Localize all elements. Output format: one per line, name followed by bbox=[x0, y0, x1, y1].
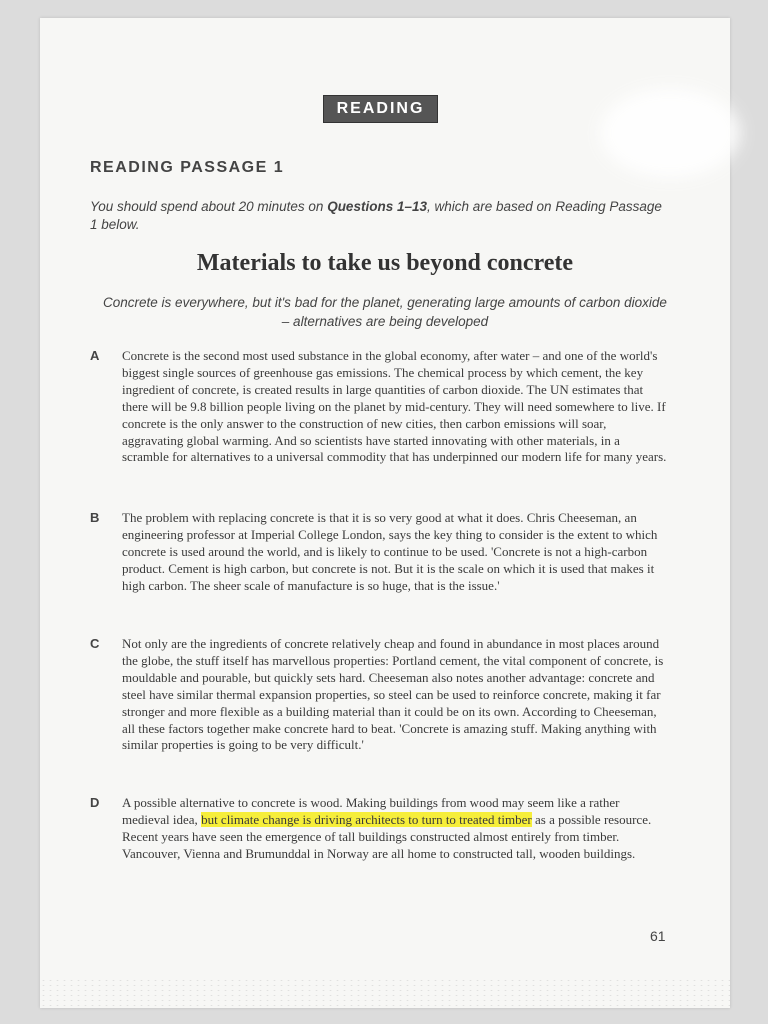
paragraph-letter: C bbox=[90, 636, 100, 651]
paragraph-d bbox=[90, 795, 670, 863]
instructions-suffix: , which are based on Reading Passage 1 below. bbox=[90, 199, 662, 232]
paragraph-text-before: A possible alternative to concrete is wood. Making buildings from wood may seem like a rather medieval idea, bbox=[122, 795, 620, 827]
page-number: 61 bbox=[650, 928, 666, 944]
document-page bbox=[40, 18, 730, 1008]
instructions-prefix: You should spend about 20 minutes on bbox=[90, 199, 328, 214]
paragraph-letter: D bbox=[90, 795, 100, 810]
paragraph-text: Concrete is the second most used substance in the global economy, after water – and one of the world's biggest single sources of greenhouse gas emissions. The chemical process by which cement, the key ingredient of concrete, is created results in large quantities of carbon dioxide. The UN estimates that there will be 9.8 billion people living on the planet by mid-century. They will need somewhere to live. If concrete is the only answer to the construction of new cities, then carbon emissions will soar, aggravating global warming. And so scientists have started innovating with other materials, in a scramble for alternatives to a universal commodity that has underpinned our modern life for many years. bbox=[122, 348, 667, 465]
paragraph-text: Not only are the ingredients of concrete relatively cheap and found in abundance in most places around the globe, the stuff itself has marvellous properties: Portland cement, the vital component of concrete, is mouldable and pourable, but quickly sets hard. Cheeseman also notes another advantage: concrete and steel have similar thermal expansion properties, so steel can be used to reinforce concrete, making it far stronger and more flexible as a building material than it could be on its own. According to Cheeseman, all these factors together make concrete hard to beat. 'Concrete is amazing stuff. Making anything with similar properties is going to be very difficult.' bbox=[122, 636, 664, 753]
paragraph-letter: B bbox=[90, 510, 100, 525]
paragraph-a bbox=[90, 348, 670, 466]
scan-glare bbox=[600, 88, 740, 178]
scan-noise bbox=[40, 978, 730, 1008]
paragraph-letter: A bbox=[90, 348, 100, 363]
paragraph-text: The problem with replacing concrete is that it is so very good at what it does. Chris Cheeseman, an engineering professor at Imperial College London, says the key thing to consider is the extent to which concrete is used around the world, and is likely to continue to be used. 'Concrete is not a high-carbon product. Cement is high carbon, but concrete is not. But it is the scale on which it is used that makes it high carbon. The sheer scale of manufacture is so huge, that is the issue.' bbox=[122, 510, 658, 593]
paragraph-b bbox=[90, 510, 670, 595]
paragraph-text bbox=[122, 795, 670, 863]
section-banner: READING bbox=[323, 95, 438, 123]
article-title: Materials to take us beyond concrete bbox=[196, 250, 574, 276]
highlighted-text: but climate change is driving architects to turn to treated timber bbox=[201, 811, 532, 827]
paragraph-text-after: as a possible resource. Recent years have seen the emergence of tall buildings constructed almost entirely from timber. Vancouver, Vienna and Brumunddal in Norway are all home to constructed tall, wooden buildings. bbox=[122, 811, 652, 861]
article-subtitle: Concrete is everywhere, but it's bad for the planet, generating large amounts of carbon dioxide – alternatives are being developed bbox=[103, 295, 667, 329]
paragraph-c bbox=[90, 636, 670, 754]
passage-title: READING PASSAGE 1 bbox=[90, 159, 285, 176]
instructions-questions: Questions 1–13 bbox=[327, 199, 427, 214]
instructions bbox=[90, 198, 670, 234]
